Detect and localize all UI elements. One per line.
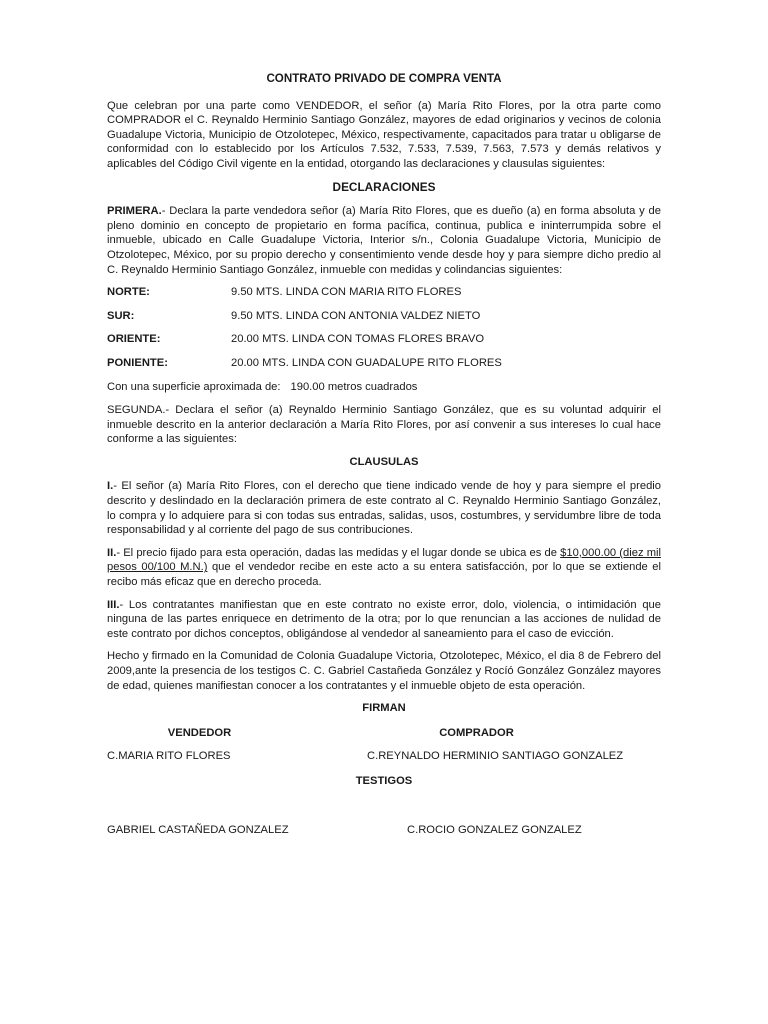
boundary-sur xyxy=(107,309,661,324)
document-title: CONTRATO PRIVADO DE COMPRA VENTA xyxy=(266,72,502,85)
closing-paragraph: Hecho y firmado en la Comunidad de Colonia Guadalupe Victoria, Otzolotepec, México, el dia 8 de Febrero del 2009,ante la presencia de los testigos C. C. Gabriel Castañeda González y Rocíó González González mayores de edad, quienes manifiestan conocer a los contratantes y el inmueble objeto de esta operación. xyxy=(107,650,661,692)
area-value: 190.00 metros cuadrados xyxy=(290,380,418,393)
boundary-value: 20.00 MTS. LINDA CON GUADALUPE RITO FLORES xyxy=(231,356,502,369)
primera-label: PRIMERA. xyxy=(107,205,162,218)
witness-2-name: C.ROCIO GONZALEZ GONZALEZ xyxy=(407,823,582,836)
primera-text: - Declara la parte vendedora señor (a) María Rito Flores, que es dueño (a) en forma absoluta y de pleno dominio en concepto de propietario en forma pacífica, continua, publica e ininterrumpida sobre el inmueble, ubicado en Calle Guadalupe Victoria, Interior s/n., Colonia Guadalupe Victoria, Municipio de Otzolotepec, México, por su propio derecho y consentimiento vende desde hoy y para siempre dicho predio al C. Reynaldo Herminio Santiago González, inmueble con medidas y colindancias siguientes: xyxy=(107,205,661,276)
boundary-label: NORTE: xyxy=(107,286,150,299)
clausula-1-text: - El señor (a) María Rito Flores, con el derecho que tiene indicado vende de hoy y para siempre el predio descrito y deslindado en la declaración primera de este contrato al C. Reynaldo Herminio Santiago González, lo compra y lo adquiere para si con todas sus entradas, salidas, usos, costumbres, y servidumbre libre de toda responsabilidad y al corriente del pago de sus contribuciones. xyxy=(107,480,661,537)
boundary-oriente xyxy=(107,332,661,347)
signature-labels xyxy=(107,726,661,741)
boundary-norte xyxy=(107,285,661,300)
signature-names xyxy=(107,749,661,764)
boundary-label: PONIENTE: xyxy=(107,356,168,369)
boundary-poniente xyxy=(107,356,661,371)
vendedor-label: VENDEDOR xyxy=(167,726,232,739)
segunda-paragraph: SEGUNDA.- Declara el señor (a) Reynaldo Herminio Santiago González, que es su voluntad adquirir el inmueble descrito en la anterior declaración a María Rito Flores, por así convenir a sus intereses lo cual hace conforme a las siguientes: xyxy=(107,404,661,446)
clausula-2-text-b: que el vendedor recibe en este acto a su entera satisfacción, por lo que se extiende el recibo más eficaz que en derecho proceda. xyxy=(107,561,661,589)
clausulas-heading: CLAUSULAS xyxy=(349,455,419,468)
clausula-1-label: I. xyxy=(107,480,114,493)
boundary-value: 9.50 MTS. LINDA CON ANTONIA VALDEZ NIETO xyxy=(231,309,481,322)
comprador-label: COMPRADOR xyxy=(439,726,514,739)
boundary-label: ORIENTE: xyxy=(107,333,161,346)
witness-names xyxy=(107,823,661,838)
area-label: Con una superficie aproximada de: xyxy=(107,380,281,393)
testigos-heading: TESTIGOS xyxy=(355,774,413,787)
signature-space xyxy=(107,799,661,823)
clausula-2-price: $10,000.00 (diez mil pesos 00/100 M.N.) xyxy=(107,546,662,574)
witness-1-name: GABRIEL CASTAÑEDA GONZALEZ xyxy=(107,823,289,836)
clausula-2-text-a: - El precio fijado para esta operación, dadas las medidas y el lugar donde se ubica es de xyxy=(116,546,561,559)
comprador-name: C.REYNALDO HERMINIO SANTIAGO GONZALEZ xyxy=(367,750,624,763)
area-line xyxy=(107,380,661,395)
firman-heading: FIRMAN xyxy=(362,702,406,715)
boundary-value: 20.00 MTS. LINDA CON TOMAS FLORES BRAVO xyxy=(231,333,485,346)
intro-paragraph: Que celebran por una parte como VENDEDOR, el señor (a) María Rito Flores, por la otra parte como COMPRADOR el C. Reynaldo Herminio Santiago González, mayores de edad originarios y vecinos de colonia Guadalupe Victoria, Municipio de Otzolotepec, México, respectivamente, capacitados para tratar u obligarse de conformidad con lo establecido por los Artículos 7.532, 7.533, 7.539, 7.563, 7.573 y demás relativos y aplicables del Código Civil vigente en la entidad, otorgando las declaraciones y clausulas siguientes: xyxy=(107,99,661,170)
clausula-3 xyxy=(107,598,661,642)
vendedor-name: C.MARIA RITO FLORES xyxy=(107,750,231,763)
boundary-label: SUR: xyxy=(107,309,135,322)
boundary-value: 9.50 MTS. LINDA CON MARIA RITO FLORES xyxy=(231,286,462,299)
clausula-2 xyxy=(107,546,661,590)
clausula-1 xyxy=(107,479,661,537)
primera-paragraph xyxy=(107,204,661,277)
clausula-2-label: II. xyxy=(107,546,117,559)
declaraciones-heading: DECLARACIONES xyxy=(332,179,436,194)
clausula-3-text: - Los contratantes manifiestan que en este contrato no existe error, dolo, violencia, o intimidación que ninguna de las partes enriquece en detrimento de la otra; por lo que renuncian a las acciones de nulidad de este contrato por dichos conceptos, obligándose al vendedor al saneamiento para el caso de evicción. xyxy=(107,598,661,640)
clausula-3-label: III. xyxy=(107,598,120,611)
contract-page xyxy=(107,72,661,847)
